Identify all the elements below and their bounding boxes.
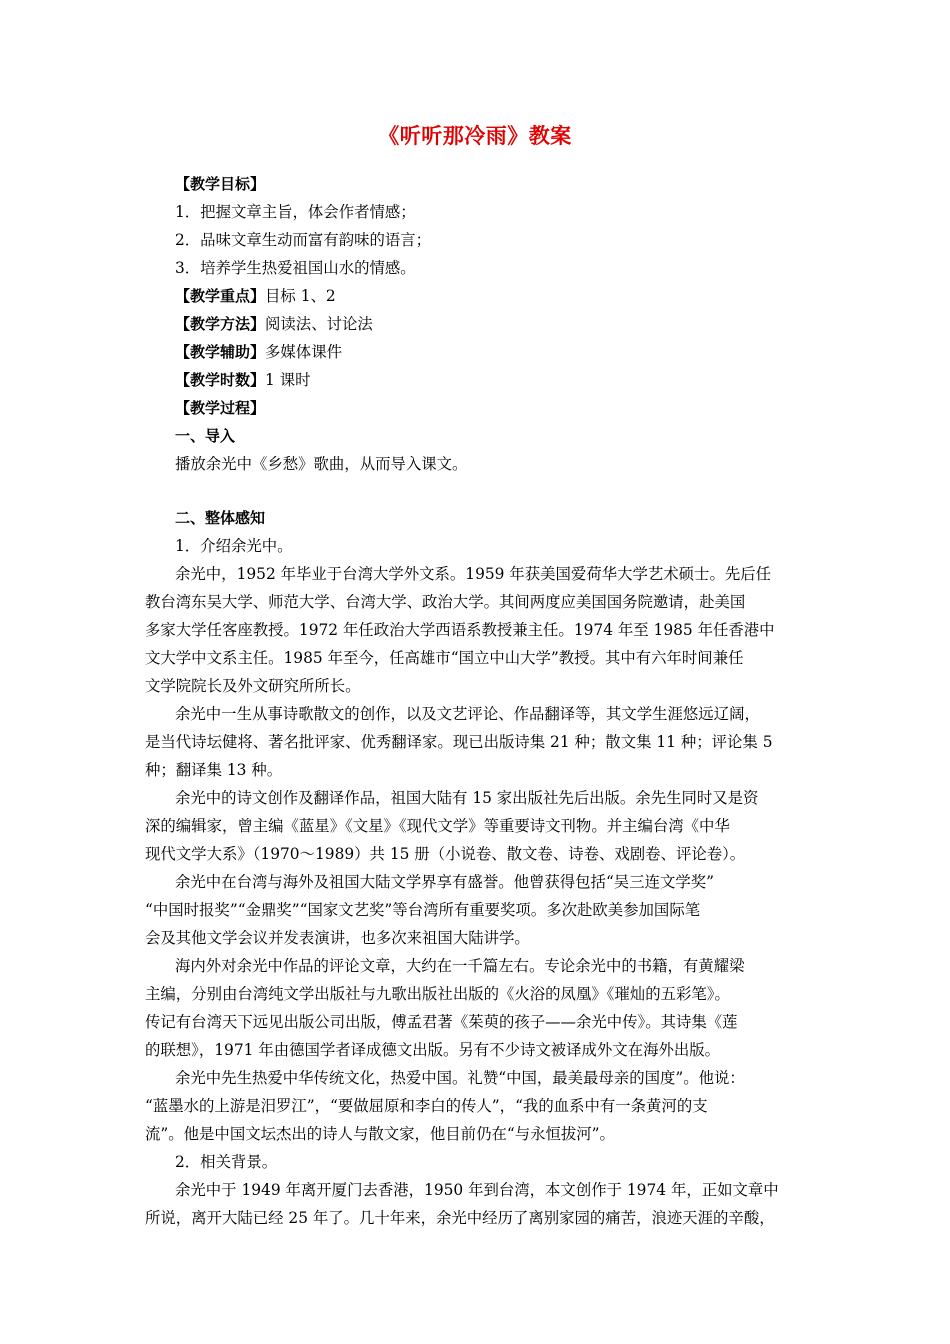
meta-row — [175, 338, 815, 366]
paragraph-line: 文学院院长及外文研究所所长。 — [145, 677, 361, 695]
biography-paragraphs — [145, 560, 815, 1148]
paragraph-first-line: 余光中的诗文创作及翻译作品，祖国大陆有 15 家出版社先后出版。余先生同时又是资 — [175, 789, 759, 807]
meta-value: 多媒体课件 — [265, 343, 342, 361]
meta-value: 1 课时 — [265, 371, 311, 389]
page-title: 《听听那冷雨》教案 — [378, 124, 572, 148]
meta-label: 【教学方法】 — [175, 315, 266, 333]
paragraph-line: 现代文学大系》（1970～1989）共 15 册（小说卷、散文卷、诗卷、戏剧卷、评论卷）。 — [145, 845, 746, 863]
paragraph-first-line: 余光中在台湾与海外及祖国大陆文学界享有盛誉。他曾获得包括“吴三连文学奖” — [175, 873, 715, 891]
paragraph-line: 所说，离开大陆已经 25 年了。几十年来，余光中经历了离别家园的痛苦，浪迹天涯的辛酸， — [145, 1209, 775, 1227]
paragraph-line: “中国时报奖”“金鼎奖”“国家文艺奖”等台湾所有重要奖项。多次赴欧美参加国际笔 — [145, 901, 701, 919]
paragraph-line: 深的编辑家，曾主编《蓝星》《文星》《现代文学》等重要诗文刊物。并主编台湾《中华 — [145, 817, 730, 835]
meta-label: 【教学辅助】 — [175, 343, 266, 361]
section-text: 播放余光中《乡愁》歌曲，从而导入课文。 — [175, 455, 468, 473]
paragraph — [145, 952, 815, 1064]
paragraph — [145, 700, 815, 784]
process-heading: 【教学过程】 — [175, 399, 266, 417]
objective-item: 3．培养学生热爱祖国山水的情感。 — [175, 259, 416, 277]
meta-value: 目标 1、2 — [265, 287, 336, 305]
paragraph-first-line: 余光中，1952 年毕业于台湾大学外文系。1959 年获美国爱荷华大学艺术硕士。先后任 — [175, 565, 772, 583]
meta-row — [175, 366, 815, 394]
document-body — [145, 170, 815, 1232]
paragraph — [145, 784, 815, 868]
paragraph-first-line: 海内外对余光中作品的评论文章，大约在一千篇左右。专论余光中的书籍，有黄耀梁 — [175, 957, 745, 975]
paragraph — [145, 1064, 815, 1148]
paragraph-first-line: 余光中于 1949 年离开厦门去香港，1950 年到台湾，本文创作于 1974 年，正如文章中 — [175, 1181, 779, 1199]
paragraph-line: 教台湾东吴大学、师范大学、台湾大学、政治大学。其间两度应美国国务院邀请，赴美国 — [145, 593, 746, 611]
paragraph-first-line: 余光中一生从事诗歌散文的创作，以及文艺评论、作品翻译等，其文学生涯悠远辽阔， — [175, 705, 760, 723]
paragraph-line: 传记有台湾天下远见出版公司出版，傅孟君著《茱萸的孩子——余光中传》。其诗集《莲 — [145, 1013, 738, 1031]
paragraph-line: “蓝墨水的上游是汨罗江”，“要做屈原和李白的传人”，“我的血系中有一条黄河的支 — [145, 1097, 708, 1115]
paragraph — [145, 560, 815, 700]
paragraph-line: 多家大学任客座教授。1972 年任政治大学西语系教授兼主任。1974 年至 1985 年任香港中 — [145, 621, 775, 639]
meta-label: 【教学时数】 — [175, 371, 266, 389]
paragraph-line: 的联想》，1971 年由德国学者译成德文出版。另有不少诗文被译成外文在海外出版。 — [145, 1041, 721, 1059]
paragraph-line: 会及其他文学会议并发表演讲，也多次来祖国大陆讲学。 — [145, 929, 530, 947]
paragraph-line: 流”。他是中国文坛杰出的诗人与散文家，他目前仍在“与永恒拔河”。 — [145, 1125, 615, 1143]
paragraph-line: 文大学中文系主任。1985 年至今，任高雄市“国立中山大学”教授。其中有六年时间兼任 — [145, 649, 744, 667]
objective-item: 2．品味文章生动而富有韵味的语言； — [175, 231, 432, 249]
background-paragraph — [145, 1176, 815, 1232]
paragraph-line: 主编，分别由台湾纯文学出版社与九歌出版社出版的《火浴的凤凰》《璀灿的五彩笔》。 — [145, 985, 730, 1003]
paragraph — [145, 868, 815, 952]
meta-row — [175, 310, 815, 338]
paragraph-line: 种；翻译集 13 种。 — [145, 761, 283, 779]
objective-item: 1．把握文章主旨，体会作者情感； — [175, 203, 416, 221]
paragraph-line: 是当代诗坛健将、著名批评家、优秀翻译家。现已出版诗集 21 种；散文集 11 种；评论集 5 — [145, 733, 773, 751]
paragraph-first-line: 余光中先生热爱中华传统文化，热爱中国。礼赞“中国，最美最母亲的国度”。他说： — [175, 1069, 745, 1087]
section-heading: 一、导入 — [175, 427, 236, 445]
subsection-heading: 2．相关背景。 — [175, 1153, 278, 1171]
meta-label: 【教学重点】 — [175, 287, 266, 305]
spacer — [175, 478, 815, 504]
section-heading: 二、整体感知 — [175, 509, 266, 527]
objectives-heading: 【教学目标】 — [175, 175, 266, 193]
meta-row — [175, 282, 815, 310]
subsection-heading: 1．介绍余光中。 — [175, 537, 293, 555]
meta-value: 阅读法、讨论法 — [265, 315, 373, 333]
